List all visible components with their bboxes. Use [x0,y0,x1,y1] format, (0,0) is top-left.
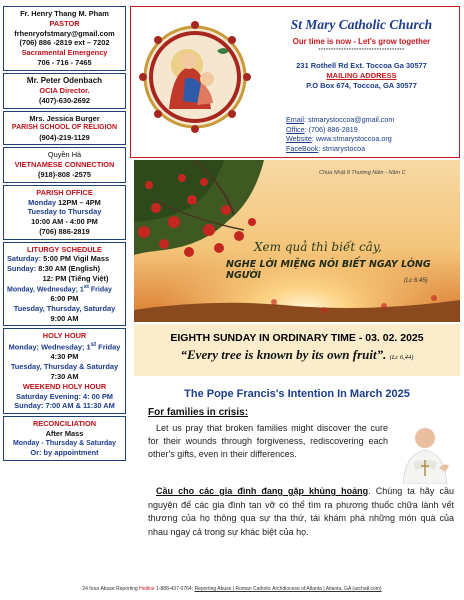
office-line [286,125,456,135]
intention-vn-body: . Chúng ta hãy cầu nguyện để các gia đình tan vỡ có thể tìm ra phương thuốc chữa lành vết thương của họ thông qua sự tha thứ, tái khám phá những món quà của nhau ngay cả trong sự khác biệt của họ. [148,486,454,537]
contact-list [286,115,456,153]
office-monday-day: Monday [28,197,57,207]
liturgy-sun-time2: 12: PM (Tiếng Việt) [42,273,109,283]
pastor-email[interactable]: frhenryofstmary@gmail.com [14,28,115,38]
gospel-quote-ref: (Lc 6,44) [389,354,414,361]
office-monday-time: 12PM – 4PM [56,197,101,207]
liturgy-mw-friday: Friday [88,285,112,293]
church-address [269,61,454,90]
pope-intention-title: The Pope Francis's Intention In March 2025 [184,388,410,400]
website-line[interactable] [286,134,456,144]
footer-text2: 1-888-437-0764; [154,586,195,592]
church-header [130,6,460,158]
holy-hour-tts-time: 7:30 AM [50,372,79,382]
office-value: : (706) 886-2819 [304,124,358,134]
street-address: 231 Rothell Rd Ext. Toccoa Ga 30577 [296,61,427,70]
footer-abuse-link[interactable]: Reporting Abuse | Roman Catholic Archdiocese of Atlanta | Atlanta, GA (archatl.com) [194,586,382,592]
liturgy-sun-day: Sunday: [7,264,37,274]
abuse-reporting-footer [0,586,464,592]
office-monday [5,198,124,208]
footer-text1: 24 hour Abuse Reporting [82,586,140,592]
pope-francis-photo [395,414,455,484]
church-name: St Mary Catholic Church [290,17,433,32]
liturgy-mw-time: 6:00 PM [50,294,79,304]
holy-hour-mw-time: 4:30 PM [50,352,79,362]
sunday-title: EIGHTH SUNDAY IN ORDINARY TIME - 03. 02. 2025 [170,332,424,344]
banner-quote-line1: Xem quả thì biết cây, [254,240,382,254]
liturgy-saturday [5,254,124,264]
parish-office-box [3,185,126,240]
pastor-phone: (706) 886 -2819 ext – 7202 [19,38,110,48]
vietnamese-box [3,147,126,182]
footer-hotline: Hotline [139,586,155,592]
gospel-quote-text: “Every tree is known by its own fruit”. [180,347,387,362]
emergency-phone: 706 - 716 - 7465 [37,57,92,67]
office-title: PARISH OFFICE [36,187,93,197]
website-label: Website [286,134,312,144]
holy-hour-box [3,328,126,414]
ocia-box [3,73,126,109]
intention-subtitle: For families in crisis: [148,407,249,418]
email-label: Email [286,115,304,124]
reconciliation-box [3,416,126,461]
ocia-phone: (407)-630-2692 [39,95,90,105]
emergency-label: Sacramental Emergency [21,48,108,58]
gospel-quote [134,347,460,363]
email-value: : stmarystoccoa@gmail.com [303,115,395,124]
psr-name: Mrs. Jessica Burger [29,113,100,123]
pastor-name: Fr. Henry Thang M. Pham [20,9,109,18]
hh-mw-friday: Friday [96,342,121,352]
liturgy-sat-time: 5:00 PM Vigil Mass [41,254,110,264]
liturgy-tts: Tuesday, Thursday, Saturday [13,303,116,313]
viet-name: Quyền Hà [47,150,82,160]
weekend-saturday: Saturday Evening: 4: 00 PM [16,391,113,401]
sunday-headline-box [134,324,460,376]
liturgy-title: LITURGY SCHEDULE [26,244,102,254]
reconciliation-title: RECONCILIATION [32,419,97,429]
pastor-box [3,6,126,71]
ocia-name: Mr. Peter Odenbach [26,75,103,85]
viet-phone: (918)-808 -2575 [37,169,91,179]
left-sidebar [3,6,126,463]
reconciliation-or: Or: by appointment [30,447,99,457]
liturgy-mon-wed [5,284,124,295]
star-divider: ********************************** [318,48,405,54]
hh-mw-sup: st [90,341,97,349]
sunday-label: Chúa Nhật 8 Thường Niên - Năm C [319,170,406,176]
liturgy-mw-sup: st [83,283,89,290]
banner-quote-line2: NGHE LỜI MIỆNG NÓI BIẾT NGAY LÒNG NGƯỜI [226,259,431,281]
liturgy-mw-text: Monday, Wednesday; 1 [7,285,84,293]
facebook-line[interactable] [286,144,456,154]
office-label: Office [286,124,305,134]
holy-hour-tts: Tuesday, Thursday & Saturday [10,362,119,372]
liturgy-box [3,242,126,327]
intention-english-text: Let us pray that broken families might discover the cure for their wounds through forgiveness, rediscovering each other's gifts, even in their differences. [148,423,388,459]
holy-hour-mon-wed [5,341,124,352]
email-line[interactable] [286,115,456,125]
reconciliation-after: After Mass [45,428,84,438]
reconciliation-days: Monday - Thursday & Saturday [12,439,117,447]
po-box-address: P.O Box 674, Toccoa, GA 30577 [306,80,417,90]
website-value: : www.stmarystoccoa.org [311,134,392,144]
liturgy-sunday [5,264,124,274]
office-tue-time: 10:00 AM - 4:00 PM [31,217,98,227]
liturgy-tts-time: 9:00 AM [50,313,79,323]
ocia-title: OCIA Director. [39,86,90,96]
gospel-banner-image [134,160,460,322]
pastor-title: PASTOR [49,18,80,28]
facebook-value: : stmarystocoa [318,143,366,153]
office-tue-thu: Tuesday to Thursday [27,207,102,217]
office-phone: (706) 886-2819 [39,226,90,236]
psr-title: PARISH SCHOOL OF RELIGION [11,124,118,132]
psr-phone: (904)-219-1129 [39,132,90,142]
liturgy-sat-day: Saturday: [7,254,42,264]
weekend-sunday: Sunday: 7:00 AM & 11:30 AM [14,401,115,411]
liturgy-sun-time1: 8:30 AM (English) [36,264,100,274]
psr-box [3,111,126,146]
viet-title: VIETNAMESE CONNECTION [14,160,115,170]
hh-mw-text: Monday; Wednesday; 1 [8,342,91,352]
parish-logo-icon [139,21,251,133]
intention-vn-heading: Cầu cho các gia đình đang gặp khủng hoảng [156,486,369,496]
banner-quote-ref: (Lc 6:45) [404,278,428,284]
weekend-holy-hour-title: WEEKEND HOLY HOUR [22,381,107,391]
holy-hour-title: HOLY HOUR [42,331,87,341]
intention-vietnamese-text [148,485,454,539]
church-tagline: Our time is now - Let's grow together [292,37,431,46]
facebook-label: FaceBook [286,143,319,153]
mailing-label: MAILING ADDRESS [326,70,397,80]
